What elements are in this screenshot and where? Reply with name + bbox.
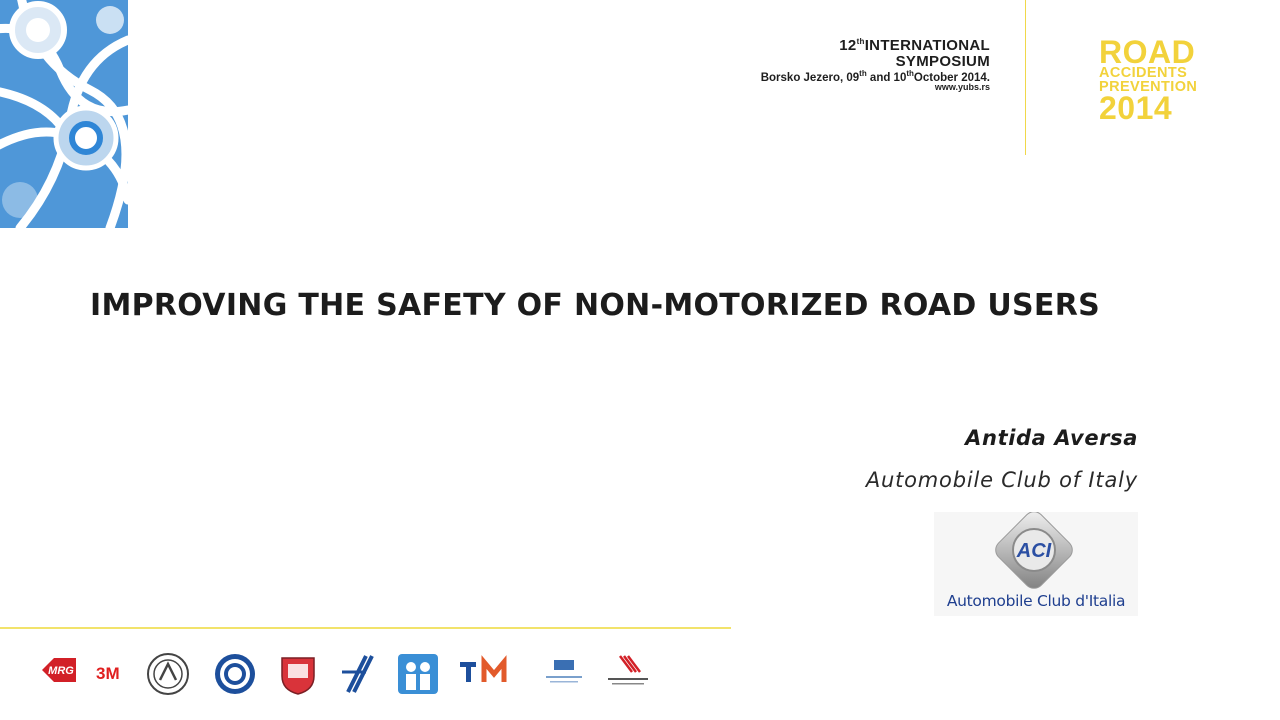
sponsor-fl-logo — [336, 652, 380, 696]
sponsor-strip — [40, 652, 680, 702]
sponsor-shield-logo — [278, 652, 318, 696]
symposium-header — [761, 38, 990, 93]
symposium-ordinal-suffix: th — [856, 37, 865, 46]
author-name: Antida Aversa — [965, 426, 1138, 450]
symposium-date: Borsko Jezero, 09th and 10thOctober 2014. — [760, 68, 990, 84]
aci-mark: ACI — [1016, 540, 1052, 562]
sponsor-rings-logo — [210, 652, 260, 696]
slide-title: IMPROVING THE SAFETY OF NON-MOTORIZED ROAD USERS — [90, 288, 1101, 323]
sponsor-tm-logo — [458, 652, 520, 692]
road-accidents-prevention-logo: ROAD ACCIDENTS PREVENTION 2014 — [1099, 34, 1198, 127]
svg-text:MRG: MRG — [48, 665, 74, 677]
symposium-word: SYMPOSIUM — [895, 52, 990, 70]
symposium-ordinal: 12 — [839, 37, 857, 54]
sponsor-family-logo — [396, 652, 440, 696]
sponsor-3m-logo: 3M — [96, 664, 120, 683]
sponsor-seal-logo — [146, 652, 190, 696]
header-divider — [1025, 0, 1026, 155]
sponsor-ministry-logo — [542, 652, 586, 692]
sponsor-mrg-logo — [40, 652, 78, 688]
footer-rule — [0, 627, 731, 629]
roundabout-artwork — [0, 0, 128, 228]
sponsor-road-safety-agency-logo — [602, 652, 654, 692]
aci-caption: Automobile Club d'Italia — [946, 592, 1126, 610]
symposium-international: INTERNATIONAL — [864, 37, 990, 54]
author-affiliation: Automobile Club of Italy — [865, 468, 1138, 492]
symposium-website: www.yubs.rs — [934, 82, 990, 93]
